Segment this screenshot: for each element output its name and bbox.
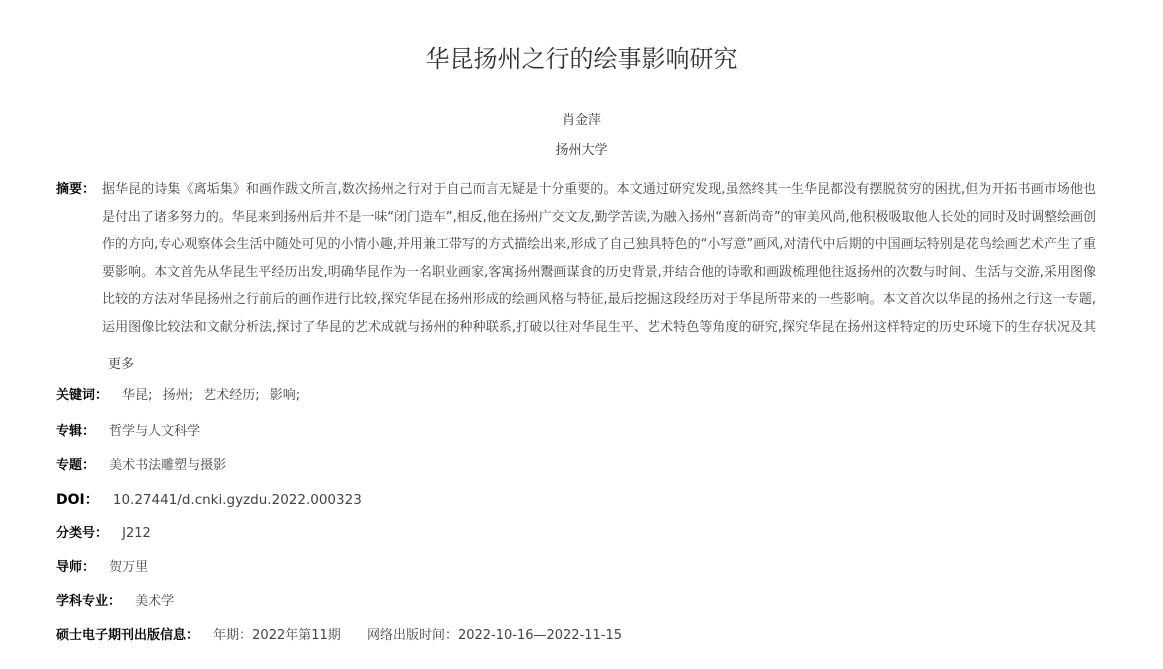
topic-row	[56, 454, 226, 478]
keywords-label: 关键词：	[56, 388, 109, 403]
discipline-value: 美术学	[135, 594, 175, 609]
classification-value: J212	[122, 526, 151, 541]
author-line	[0, 110, 1163, 132]
page-title: 华昆扬州之行的绘事影响研究	[425, 45, 738, 73]
topic-value: 美术书法雕塑与摄影	[109, 458, 227, 473]
keyword-link[interactable]: 影响;	[269, 388, 301, 403]
series-label: 专辑：	[56, 424, 96, 439]
classification-row	[56, 522, 151, 546]
advisor-row	[56, 556, 148, 580]
keyword-link[interactable]: 华昆;	[122, 388, 153, 403]
abstract-section	[56, 176, 1096, 341]
organization-line	[0, 140, 1163, 162]
organization-link[interactable]: 扬州大学	[555, 143, 608, 158]
topic-label: 专题：	[56, 458, 96, 473]
author-link[interactable]: 肖金萍	[561, 113, 601, 128]
more-link[interactable]: 更多	[108, 357, 135, 372]
publication-row	[56, 624, 644, 648]
discipline-row	[56, 590, 174, 614]
doi-row	[56, 488, 362, 513]
publication-issue: 年期：2022年第11期	[213, 628, 341, 643]
advisor-label: 导师：	[56, 560, 96, 575]
keyword-link[interactable]: 扬州;	[162, 388, 194, 403]
keywords-row	[56, 384, 306, 408]
abstract-text: 据华昆的诗集《离垢集》和画作跋文所言,数次扬州之行对于自己而言无疑是十分重要的。本文通过研究发现,虽然终其一生华昆都没有摆脱贫穷的困扰,但为开拓书画市场他也是付出了诸多努力的。华昆来到扬州后并不是一味“闭门造车”,相反,他在扬州广交文友,勤学苦读,为融入扬州“喜新尚奇”的审美风尚,他积极吸取他人长处的同时及时调整绘画创作的方向,专心观察体会生活中随处可见的小情小趣,并用兼工带写的方式描绘出来,形成了自己独具特色的“小写意”画风,对清代中后期的中国画坛特别是花鸟绘画艺术产生了重要影响。本文首先从华昆生平经历出发,明确华昆作为一名职业画家,客寓扬州鬻画谋食的历史背景,并结合他的诗歌和画跋梳理他往返扬州的次数与时间、生活与交游,采用图像比较的方法对华昆扬州之行前后的画作进行比较,探究华昆在扬州形成的绘画风格与特征,最后挖掘这段经历对于华昆所带来的一些影响。本文首次以华昆的扬州之行这一专题,运用图像比较法和文献分析法,探讨了华昆的艺术成就与扬州的种种联系,打破以往对华昆生平、艺术特色等角度的研究,探究华昆在扬州这样特定的历史环境下的生存状况及其	[102, 182, 1096, 335]
keyword-link[interactable]: 艺术经历;	[203, 388, 260, 403]
doi-label: DOI：	[56, 492, 99, 508]
advisor-value: 贺万里	[109, 560, 149, 575]
discipline-label: 学科专业：	[56, 594, 122, 609]
publication-online-date: 网络出版时间：2022-10-16—2022-11-15	[366, 628, 623, 643]
series-row	[56, 420, 200, 444]
abstract-label: 摘要：	[56, 182, 96, 197]
classification-label: 分类号：	[56, 526, 109, 541]
doi-value: 10.27441/d.cnki.gyzdu.2022.000323	[112, 492, 362, 508]
series-value: 哲学与人文科学	[109, 424, 201, 439]
publication-label: 硕士电子期刊出版信息：	[56, 628, 200, 643]
